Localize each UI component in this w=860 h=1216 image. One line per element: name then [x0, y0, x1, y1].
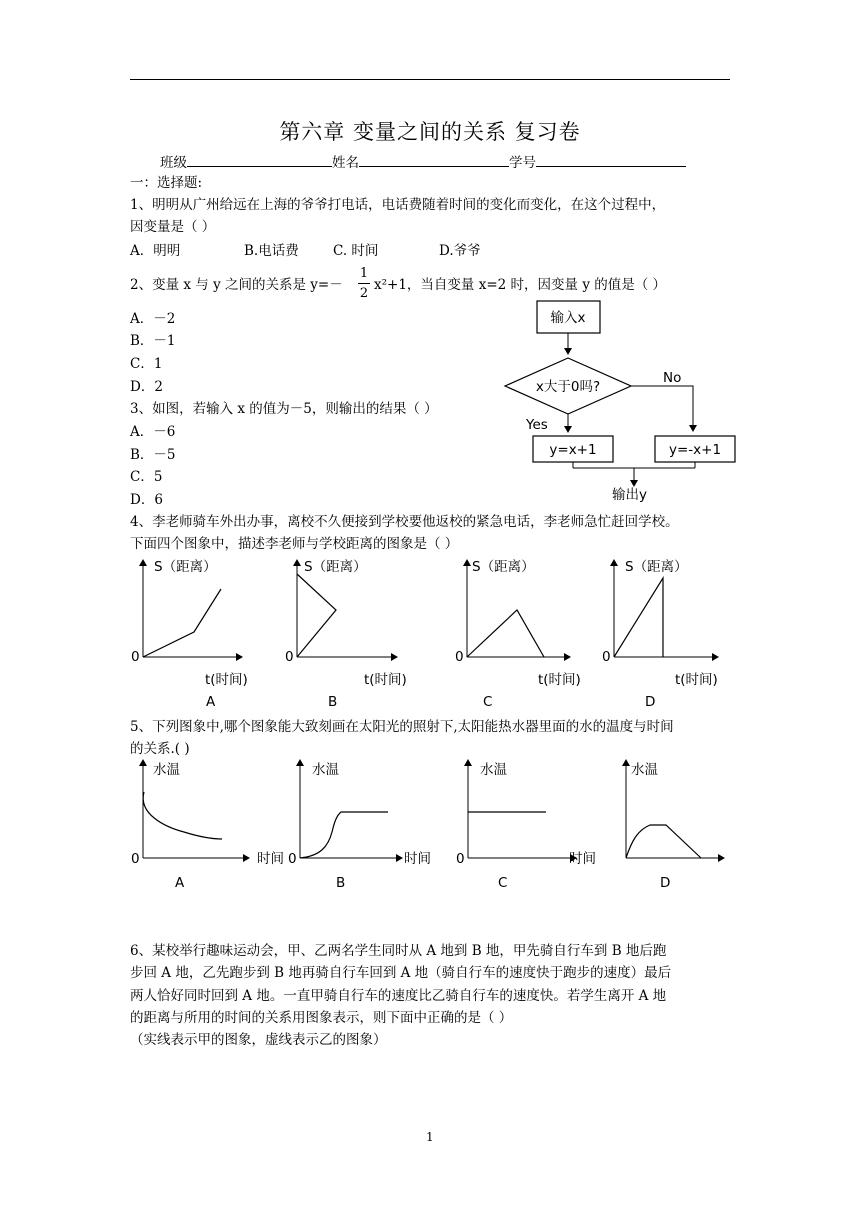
q4-origin-a: 0 [131, 649, 140, 665]
q2-option-d[interactable]: D．2 [130, 379, 163, 395]
q5-origin-c: 0 [456, 851, 465, 867]
class-label: 班级 [160, 155, 187, 171]
q6-line2: 步回 A 地，乙先跑步到 B 地再骑自行车回到 A 地（骑自行车的速度快于跑步的速度）最后 [130, 965, 672, 981]
id-label: 学号 [509, 155, 536, 171]
q4-curve-c [467, 610, 544, 657]
class-field[interactable] [187, 152, 332, 167]
q1-option-d[interactable]: D.爷爷 [439, 243, 481, 259]
flow-right-label: y=-x+1 [668, 442, 722, 458]
flow-decision-diamond [505, 358, 631, 414]
q1-line2: 因变量是（ ） [130, 219, 216, 235]
q6-line1: 6、某校举行趣味运动会，甲、乙两名学生同时从 A 地到 B 地，甲先骑自行车到 B 地后跑 [130, 943, 667, 959]
q6-line5: （实线表示甲的图象，虚线表示乙的图象） [130, 1032, 387, 1048]
q5-xlabel-c: 时间 [569, 851, 596, 867]
page-title: 第六章 变量之间的关系 复习卷 [279, 120, 581, 144]
header-rule [130, 79, 730, 80]
q4-graphs [120, 552, 740, 712]
q3-option-a[interactable]: A．－6 [130, 424, 176, 440]
q4-letter-a: A [206, 694, 216, 710]
q4-ylabel-b: S（距离） [304, 559, 367, 575]
q3-option-d[interactable]: D．6 [130, 492, 163, 508]
q3-option-b[interactable]: B．－5 [130, 447, 176, 463]
q4-ylabel-c: S（距离） [472, 559, 535, 575]
q4-origin-d: 0 [602, 649, 611, 665]
id-field[interactable] [536, 152, 686, 167]
q6-line3: 两人恰好同时回到 A 地。一直甲骑自行车的速度比乙骑自行车的速度快。若学生离开 A 地 [130, 988, 667, 1004]
q1-option-b[interactable]: B.电话费 [244, 243, 299, 259]
q4-graph-d [602, 559, 718, 710]
frac-bar [358, 283, 370, 284]
q4-graph-c [455, 559, 581, 710]
q5-letter-d: D [660, 875, 671, 891]
flow-yes-label: Yes [526, 417, 548, 433]
q5-ylabel-b: 水温 [312, 762, 339, 778]
flow-no-label: No [663, 370, 682, 386]
q4-xlabel-d: t(时间) [675, 672, 718, 688]
q4-curve-a [143, 589, 221, 657]
q4-letter-d: D [645, 694, 656, 710]
q5-graph-a [131, 760, 249, 891]
q4-xlabel-a: t(时间) [205, 672, 248, 688]
q5-graph-d [569, 760, 724, 891]
q5-xlabel-a: 时间 [257, 851, 284, 867]
q5-graph-c [404, 760, 576, 891]
q4-letter-b: B [328, 694, 338, 710]
q2-option-b[interactable]: B．－1 [130, 333, 176, 349]
flow-no-arrow [631, 386, 693, 431]
q2-option-a[interactable]: A．－2 [130, 311, 176, 327]
q4-line2: 下面四个图象中，描述李老师与学校距离的图象是（ ） [130, 536, 459, 552]
flow-right-box [655, 436, 735, 462]
flow-input-box [537, 301, 600, 333]
q5-curve-a [143, 792, 222, 839]
q5-line1: 5、下列图象中,哪个图象能大致刻画在太阳光的照射下,太阳能热水器里面的水的温度与时间 [130, 719, 674, 735]
q5-letter-b: B [336, 875, 346, 891]
flow-input-label: 输入x [550, 310, 586, 326]
q4-graph-b [285, 559, 407, 710]
q5-curve-b [300, 812, 388, 858]
q5-xlabel-b: 时间 [404, 851, 431, 867]
q1-option-c[interactable]: C. 时间 [333, 243, 379, 259]
q2-option-c[interactable]: C．1 [130, 356, 163, 372]
q2-frac-num: 1 [359, 266, 369, 281]
name-field[interactable] [359, 152, 509, 167]
q5-graph-b [257, 760, 402, 891]
info-line [160, 152, 686, 172]
flow-decision-label: x大于0吗? [535, 379, 601, 395]
q3-option-c[interactable]: C．5 [130, 469, 163, 485]
q5-origin-a: 0 [131, 851, 140, 867]
q5-ylabel-d: 水温 [631, 762, 658, 778]
q1-option-a[interactable]: A．明明 [130, 243, 181, 259]
q4-origin-c: 0 [455, 649, 464, 665]
q4-ylabel-d: S（距离） [625, 559, 688, 575]
q6-line4: 的距离与所用的时间的关系用图象表示，则下面中正确的是（ ） [130, 1010, 513, 1026]
q4-xlabel-c: t(时间) [538, 672, 581, 688]
q4-origin-b: 0 [285, 649, 294, 665]
q5-letter-a: A [175, 875, 185, 891]
section-heading: 一：选择题: [130, 175, 203, 191]
q4-ylabel-a: S（距离） [154, 559, 217, 575]
q1-line1: 1、明明从广州给远在上海的爷爷打电话，电话费随着时间的变化而变化，在这个过程中， [130, 197, 666, 213]
q2-frac-den: 2 [359, 286, 369, 301]
q5-ylabel-c: 水温 [480, 762, 507, 778]
q4-xlabel-b: t(时间) [364, 672, 407, 688]
q3-stem: 3、如图，若输入 x 的值为－5，则输出的结果（ ） [130, 401, 438, 417]
q5-origin-b: 0 [288, 851, 297, 867]
name-label: 姓名 [332, 155, 359, 171]
q5-line2: 的关系.( ) [130, 741, 190, 757]
q5-curve-d [626, 825, 701, 858]
flowchart [495, 296, 745, 508]
q5-ylabel-a: 水温 [153, 762, 180, 778]
q5-graphs [120, 752, 740, 892]
page-number: 1 [426, 1130, 434, 1144]
q4-letter-c: C [483, 694, 493, 710]
q4-graph-a [131, 559, 248, 710]
q2-prefix: 2、变量 x 与 y 之间的关系是 y=－ [130, 277, 343, 293]
q2-suffix: x²+1，当自变量 x=2 时，因变量 y 的值是（ ） [374, 277, 667, 293]
flow-output-label: 输出y [612, 487, 647, 503]
q4-curve-b [297, 574, 336, 657]
q4-line1: 4、李老师骑车外出办事，离校不久便接到学校要他返校的紧急电话，李老师急忙赶回学校。 [130, 514, 679, 530]
flow-left-label: y=x+1 [549, 442, 597, 458]
q4-curve-d [614, 578, 663, 657]
flow-left-box [533, 436, 613, 462]
q5-letter-c: C [498, 875, 508, 891]
